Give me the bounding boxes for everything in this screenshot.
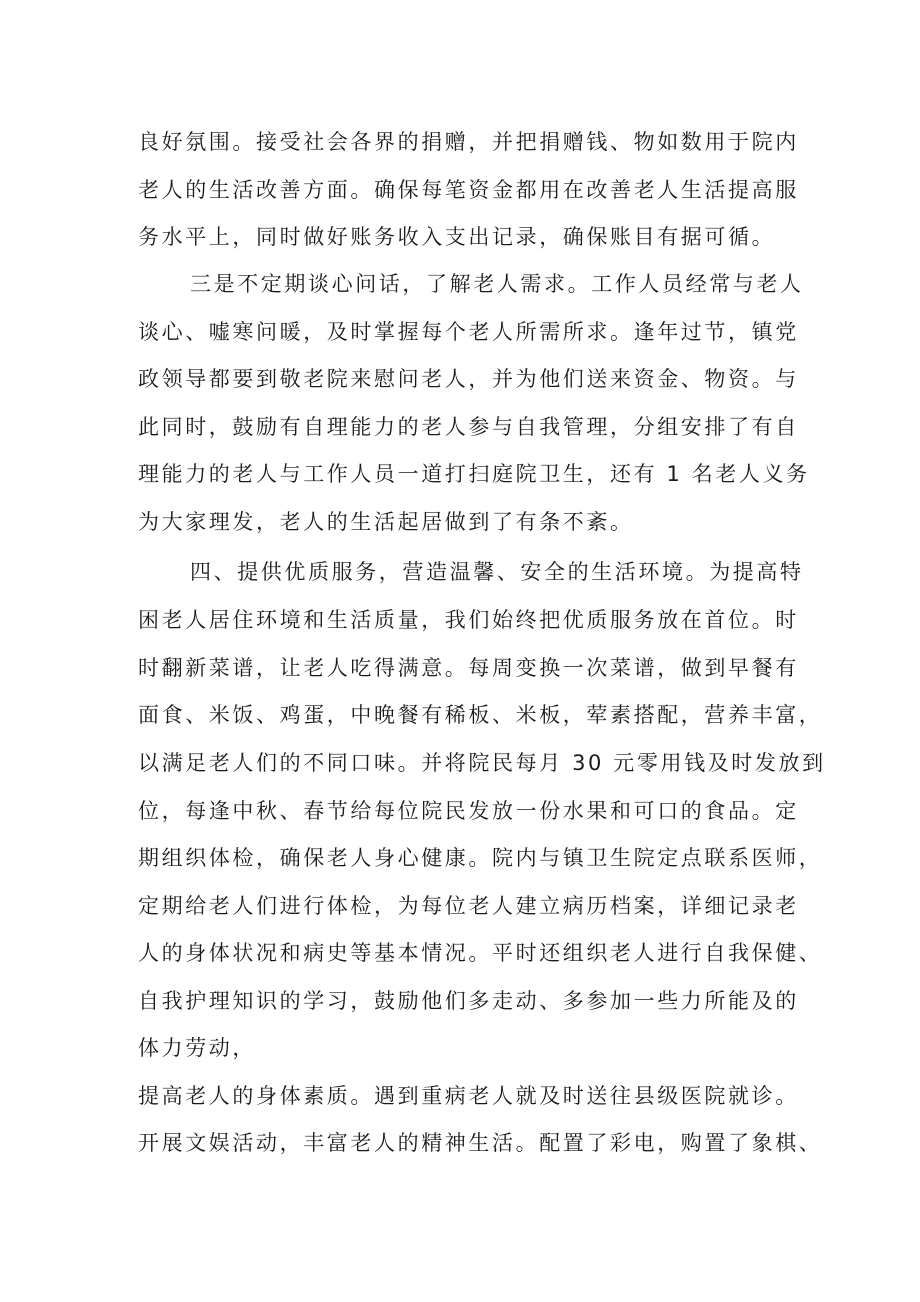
text-line-4: 三是不定期谈心问话，了解老人需求。工作人员经常与老人 [190,272,804,296]
text-line-10: 四、提供优质服务，营造温馨、安全的生活环境。为提高特 [190,560,804,584]
text-line-17: 定期给老人们进行体检，为每位老人建立病历档案，详细记录老 [138,894,799,918]
text-line-6: 政领导都要到敬老院来慰问老人，并为他们送来资金、物资。与 [138,367,799,391]
text-line-3: 务水平上，同时做好账务收入支出记录，确保账目有据可循。 [138,225,776,249]
text-line-11: 困老人居住环境和生活质量，我们始终把优质服务放在首位。时 [138,608,799,632]
text-line-2: 老人的生活改善方面。确保每笔资金都用在改善老人生活提高服 [138,178,799,202]
text-line-15: 位，每逢中秋、春节给每位院民发放一份水果和可口的食品。定 [138,799,799,823]
text-line-20: 体力劳动， [138,1036,256,1060]
text-line-13: 面食、米饭、鸡蛋，中晚餐有稀板、米板，荤素搭配，营养丰富， [138,703,823,727]
text-line-21: 提高老人的身体素质。遇到重病老人就及时送往县级医院就诊。 [138,1084,799,1108]
text-line-1: 良好氛围。接受社会各界的捐赠，并把捐赠钱、物如数用于院内 [138,130,799,154]
text-line-22: 开展文娱活动，丰富老人的精神生活。配置了彩电，购置了象棋、 [138,1131,823,1155]
text-line-19: 自我护理知识的学习，鼓励他们多走动、多参加一些力所能及的 [138,989,799,1013]
text-line-16: 期组织体检，确保老人身心健康。院内与镇卫生院定点联系医师， [138,846,823,870]
text-line-14: 以满足老人们的不同口味。并将院民每月 30 元零用钱及时发放到 [138,751,826,775]
text-line-12: 时翻新菜谱，让老人吃得满意。每周变换一次菜谱，做到早餐有 [138,656,799,680]
text-line-5: 谈心、嘘寒问暖，及时掌握每个老人所需所求。逢年过节，镇党 [138,320,799,344]
text-line-8: 理能力的老人与工作人员一道打扫庭院卫生，还有 1 名老人义务 [138,462,810,486]
text-line-7: 此同时，鼓励有自理能力的老人参与自我管理，分组安排了有自 [138,415,799,439]
text-line-18: 人的身体状况和病史等基本情况。平时还组织老人进行自我保健、 [138,941,823,965]
text-line-9: 为大家理发，老人的生活起居做到了有条不紊。 [138,510,634,534]
